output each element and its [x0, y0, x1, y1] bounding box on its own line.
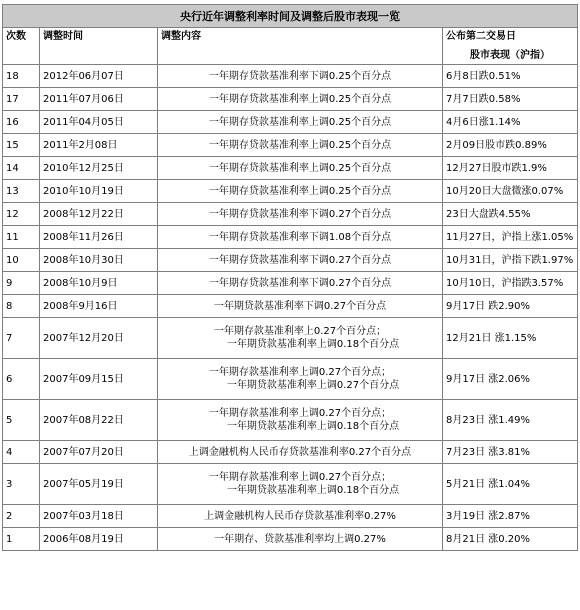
- cell-content: [158, 272, 443, 295]
- cell-date: 2011年04月05日: [40, 111, 158, 134]
- cell-content: [158, 400, 443, 441]
- cell-index: 4: [3, 441, 40, 464]
- cell-content: [158, 226, 443, 249]
- table-row: [3, 464, 578, 505]
- cell-date: 2012年06月07日: [40, 65, 158, 88]
- cell-content: [158, 441, 443, 464]
- cell-content: [158, 318, 443, 359]
- cell-date: 2008年10月9日: [40, 272, 158, 295]
- cell-content: [158, 65, 443, 88]
- cell-stock-performance: 12月27日股市跌1.9%: [443, 157, 578, 180]
- table-row: [3, 505, 578, 528]
- cell-stock-performance: 9月17日 跌2.90%: [443, 295, 578, 318]
- cell-date: 2011年2月08日: [40, 134, 158, 157]
- cell-date: 2010年12月25日: [40, 157, 158, 180]
- header-stock-line1: 公布第二交易日: [446, 31, 516, 42]
- table-row: [3, 359, 578, 400]
- table-row: [3, 134, 578, 157]
- cell-index: 6: [3, 359, 40, 400]
- cell-content: [158, 157, 443, 180]
- content-line: 一年期存贷款基准利率上调0.25个百分点: [208, 139, 392, 151]
- content-line: 一年期存贷款基准利率上调0.25个百分点: [208, 93, 392, 105]
- cell-index: 7: [3, 318, 40, 359]
- table-row: [3, 272, 578, 295]
- header-stock-line2: 股市表现（沪指）: [470, 50, 550, 61]
- cell-content: [158, 111, 443, 134]
- cell-stock-performance: 2月09日股市跌0.89%: [443, 134, 578, 157]
- cell-stock-performance: 10月20日大盘微涨0.07%: [443, 180, 578, 203]
- table-row: [3, 88, 578, 111]
- cell-content: [158, 249, 443, 272]
- table-row: [3, 528, 578, 551]
- content-line: 一年期存、贷款基准利率均上调0.27%: [214, 533, 386, 545]
- table-row: [3, 441, 578, 464]
- cell-index: 5: [3, 400, 40, 441]
- table-row: [3, 111, 578, 134]
- cell-content: [158, 203, 443, 226]
- cell-index: 11: [3, 226, 40, 249]
- cell-stock-performance: 9月17日 涨2.06%: [443, 359, 578, 400]
- header-date: 调整时间: [40, 28, 158, 65]
- cell-date: 2007年12月20日: [40, 318, 158, 359]
- header-content: 调整内容: [158, 28, 443, 65]
- table-row: [3, 249, 578, 272]
- table-row: [3, 203, 578, 226]
- table-row: [3, 226, 578, 249]
- cell-stock-performance: 8月21日 涨0.20%: [443, 528, 578, 551]
- content-line: 一年期贷款基准利率下调0.27个百分点: [213, 300, 387, 312]
- cell-date: 2008年9月16日: [40, 295, 158, 318]
- cell-date: 2008年11月26日: [40, 226, 158, 249]
- cell-stock-performance: 8月23日 涨1.49%: [443, 400, 578, 441]
- content-line: 一年期存款基准利率上调0.27个百分点；: [208, 408, 392, 419]
- cell-stock-performance: 7月7日跌0.58%: [443, 88, 578, 111]
- content-line: 上调金融机构人民币存贷款基准利率0.27%: [204, 510, 396, 522]
- content-line: 一年期存款基准利率上调0.27个百分点；: [208, 367, 392, 378]
- cell-content: [158, 295, 443, 318]
- table-row: [3, 157, 578, 180]
- cell-stock-performance: 4月6日涨1.14%: [443, 111, 578, 134]
- content-line: 一年期存贷款基准利率上调0.25个百分点: [208, 116, 392, 128]
- content-line: 一年期贷款基准利率上调0.27个百分点: [226, 380, 400, 391]
- cell-index: 2: [3, 505, 40, 528]
- cell-index: 3: [3, 464, 40, 505]
- cell-index: 8: [3, 295, 40, 318]
- cell-content: [158, 505, 443, 528]
- table-row: [3, 318, 578, 359]
- cell-date: 2007年03月18日: [40, 505, 158, 528]
- cell-stock-performance: 11月27日，沪指上涨1.05%: [443, 226, 578, 249]
- content-line: 一年期存贷款基准利率下调0.25个百分点: [208, 70, 392, 82]
- cell-index: 10: [3, 249, 40, 272]
- cell-date: 2007年08月22日: [40, 400, 158, 441]
- cell-stock-performance: 3月19日 涨2.87%: [443, 505, 578, 528]
- cell-index: 18: [3, 65, 40, 88]
- header-stock: [443, 28, 578, 65]
- cell-stock-performance: 6月8日跌0.51%: [443, 65, 578, 88]
- table-body: [3, 65, 578, 551]
- page: [2, 4, 577, 551]
- content-line: 一年期贷款基准利率上调0.18个百分点: [226, 421, 400, 432]
- table-row: [3, 400, 578, 441]
- cell-date: 2007年07月20日: [40, 441, 158, 464]
- content-line: 一年期存贷款基准利率下调1.08个百分点: [208, 231, 392, 243]
- cell-date: 2010年10月19日: [40, 180, 158, 203]
- table-row: [3, 295, 578, 318]
- table-header-row: [3, 28, 578, 65]
- cell-index: 16: [3, 111, 40, 134]
- cell-stock-performance: 10月10日，沪指跌3.57%: [443, 272, 578, 295]
- cell-index: 1: [3, 528, 40, 551]
- cell-index: 17: [3, 88, 40, 111]
- content-line: 一年期存贷款基准利率上调0.25个百分点: [208, 185, 392, 197]
- cell-index: 15: [3, 134, 40, 157]
- content-line: 一年期存贷款基准利率上调0.25个百分点: [208, 162, 392, 174]
- cell-stock-performance: 10月31日，沪指下跌1.97%: [443, 249, 578, 272]
- cell-content: [158, 528, 443, 551]
- cell-content: [158, 359, 443, 400]
- table-title: 央行近年调整利率时间及调整后股市表现一览: [3, 5, 578, 28]
- content-line: 一年期贷款基准利率上调0.18个百分点: [226, 485, 400, 496]
- content-line: 一年期存贷款基准利率下调0.27个百分点: [208, 208, 392, 220]
- content-line: 一年期存款基准利率上调0.27个百分点；: [208, 472, 392, 483]
- cell-stock-performance: 12月21日 涨1.15%: [443, 318, 578, 359]
- header-index: 次数: [3, 28, 40, 65]
- table-title-row: [3, 5, 578, 28]
- cell-index: 13: [3, 180, 40, 203]
- cell-content: [158, 180, 443, 203]
- cell-stock-performance: 5月21日 涨1.04%: [443, 464, 578, 505]
- cell-date: 2007年05月19日: [40, 464, 158, 505]
- cell-stock-performance: 23日大盘跌4.55%: [443, 203, 578, 226]
- content-line: 一年期存贷款基准利率下调0.27个百分点: [208, 277, 392, 289]
- cell-date: 2008年12月22日: [40, 203, 158, 226]
- content-line: 一年期存贷款基准利率下调0.27个百分点: [208, 254, 392, 266]
- cell-date: 2006年08月19日: [40, 528, 158, 551]
- cell-index: 9: [3, 272, 40, 295]
- cell-date: 2011年07月06日: [40, 88, 158, 111]
- table-row: [3, 180, 578, 203]
- cell-index: 14: [3, 157, 40, 180]
- rate-adjustment-table: [2, 4, 578, 551]
- cell-stock-performance: 7月23日 涨3.81%: [443, 441, 578, 464]
- content-line: 上调金融机构人民币存贷款基准利率0.27个百分点: [188, 446, 412, 458]
- content-line: 一年期存款基准利率上0.27个百分点；: [213, 326, 387, 337]
- cell-date: 2008年10月30日: [40, 249, 158, 272]
- cell-content: [158, 88, 443, 111]
- cell-content: [158, 464, 443, 505]
- cell-content: [158, 134, 443, 157]
- cell-index: 12: [3, 203, 40, 226]
- cell-date: 2007年09月15日: [40, 359, 158, 400]
- table-row: [3, 65, 578, 88]
- content-line: 一年期贷款基准利率上调0.18个百分点: [226, 339, 400, 350]
